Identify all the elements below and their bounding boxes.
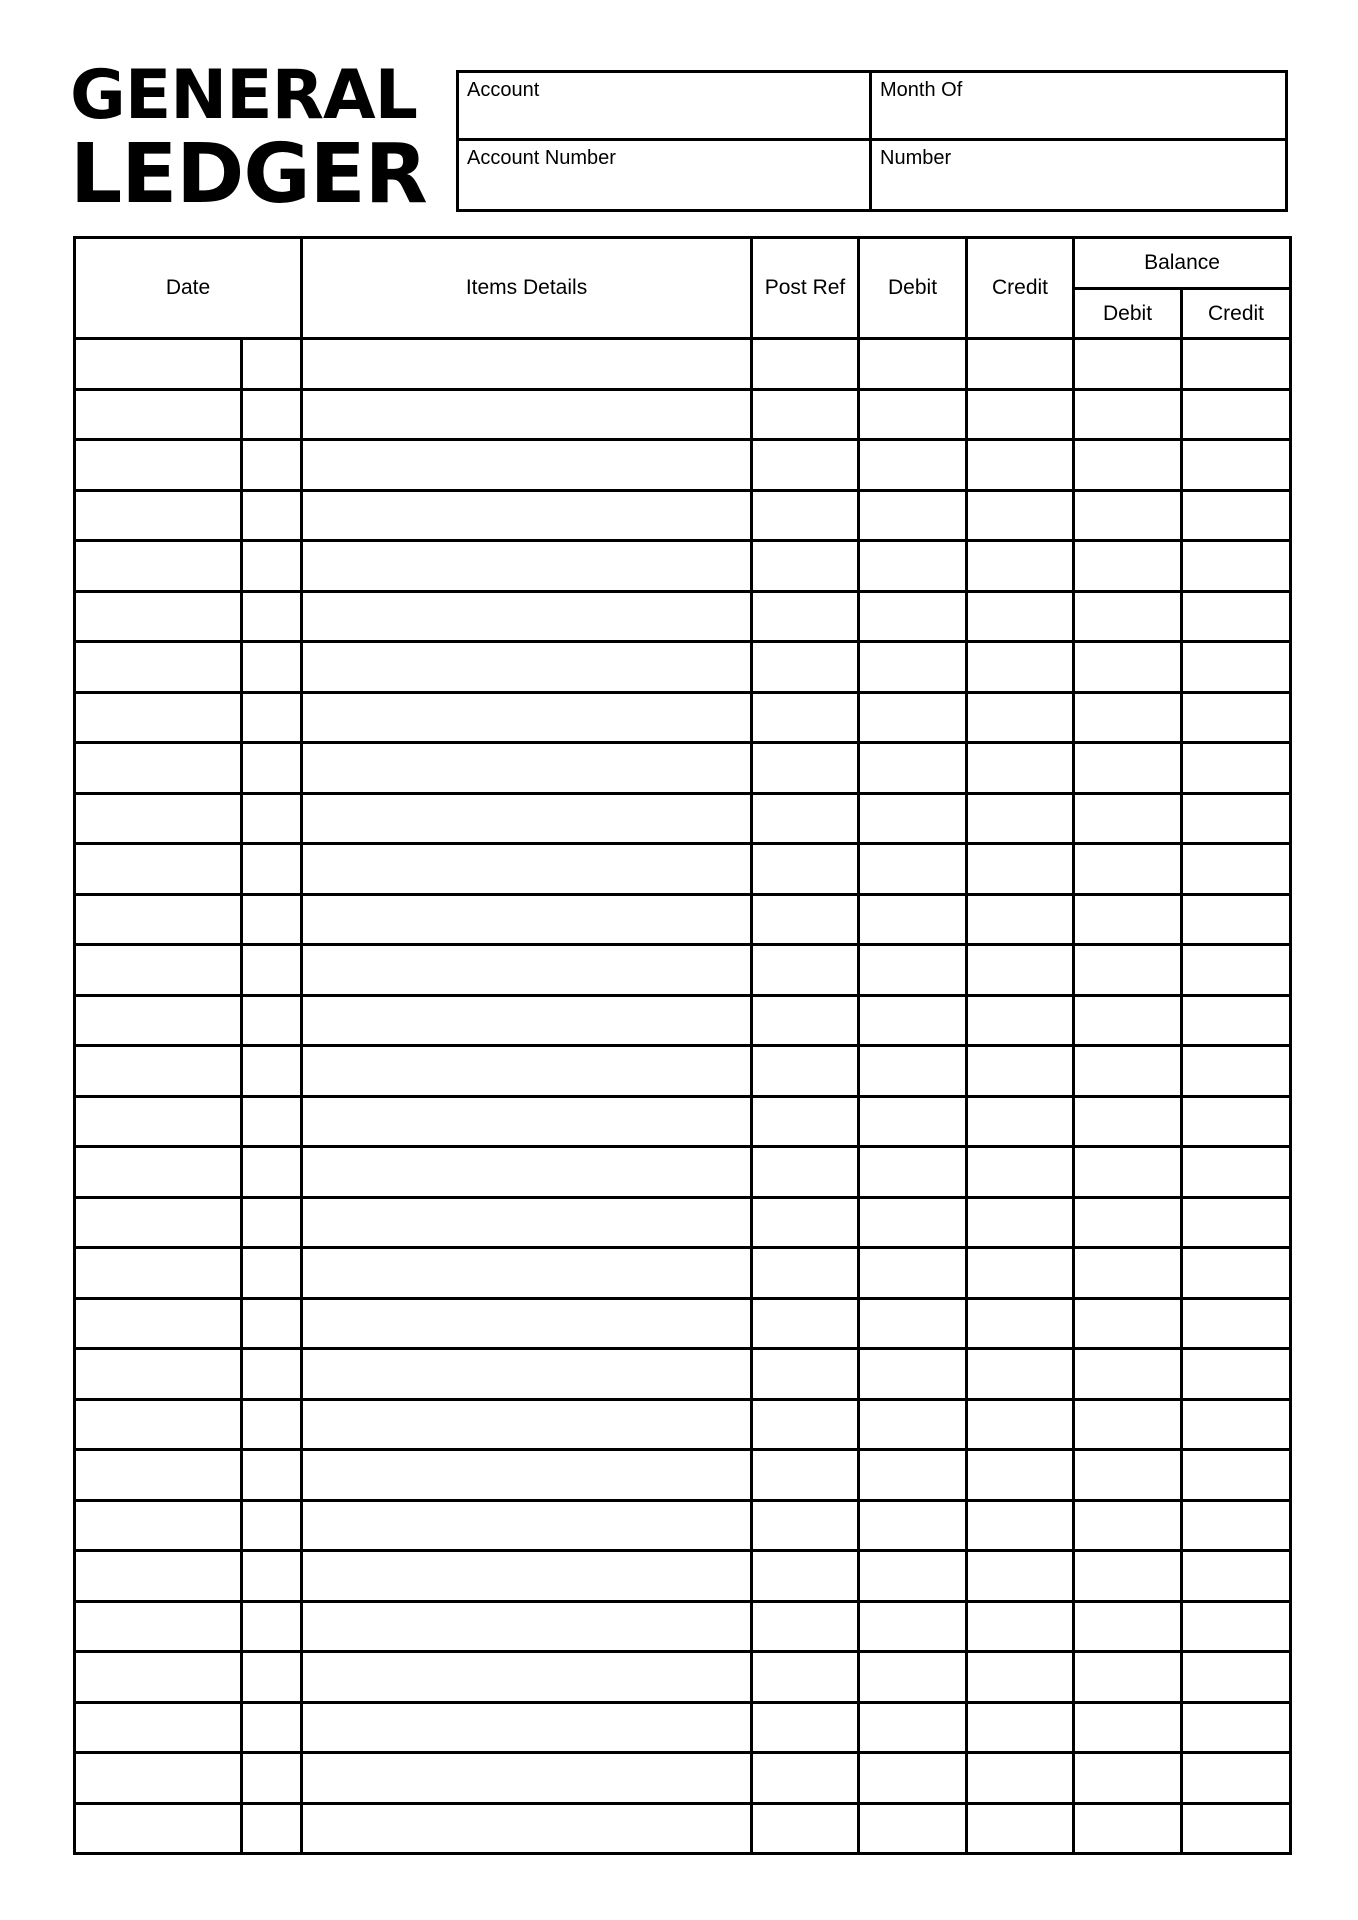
items-details-cell[interactable]: [302, 389, 752, 440]
table-row: [75, 1702, 1291, 1753]
balance-debit-cell[interactable]: [1074, 1652, 1182, 1703]
post-ref-cell[interactable]: [752, 339, 859, 390]
debit-cell[interactable]: [859, 440, 967, 491]
balance-debit-cell[interactable]: [1074, 793, 1182, 844]
balance-debit-cell[interactable]: [1074, 1803, 1182, 1854]
balance-debit-cell[interactable]: [1074, 1147, 1182, 1198]
credit-header: Credit: [967, 238, 1074, 339]
date-month-cell[interactable]: [75, 1349, 242, 1400]
items-details-cell[interactable]: [302, 1096, 752, 1147]
balance-debit-cell[interactable]: [1074, 1349, 1182, 1400]
table-row: [75, 389, 1291, 440]
debit-cell[interactable]: [859, 1248, 967, 1299]
date-month-cell[interactable]: [75, 1753, 242, 1804]
balance-debit-cell[interactable]: [1074, 1248, 1182, 1299]
debit-cell[interactable]: [859, 339, 967, 390]
date-month-cell[interactable]: [75, 1551, 242, 1602]
table-row: [75, 1248, 1291, 1299]
balance-debit-cell[interactable]: [1074, 490, 1182, 541]
credit-cell[interactable]: [967, 339, 1074, 390]
debit-cell[interactable]: [859, 389, 967, 440]
date-day-cell[interactable]: [242, 490, 302, 541]
debit-cell[interactable]: [859, 1147, 967, 1198]
balance-credit-cell[interactable]: [1182, 1046, 1291, 1097]
table-row: [75, 490, 1291, 541]
balance-debit-header: Debit: [1074, 289, 1182, 339]
balance-credit-cell[interactable]: [1182, 1500, 1291, 1551]
balance-debit-cell[interactable]: [1074, 1500, 1182, 1551]
post-ref-cell[interactable]: [752, 743, 859, 794]
post-ref-cell[interactable]: [752, 389, 859, 440]
post-ref-cell[interactable]: [752, 1248, 859, 1299]
items-details-cell[interactable]: [302, 743, 752, 794]
balance-credit-header: Credit: [1182, 289, 1291, 339]
balance-header: Balance: [1074, 238, 1291, 289]
account-label: Account: [467, 79, 540, 101]
balance-credit-cell[interactable]: [1182, 1349, 1291, 1400]
date-month-cell[interactable]: [75, 1248, 242, 1299]
date-day-cell[interactable]: [242, 1147, 302, 1198]
balance-credit-cell[interactable]: [1182, 692, 1291, 743]
debit-cell[interactable]: [859, 1753, 967, 1804]
date-day-cell[interactable]: [242, 1046, 302, 1097]
debit-cell[interactable]: [859, 995, 967, 1046]
balance-credit-cell[interactable]: [1182, 743, 1291, 794]
table-row: [75, 1349, 1291, 1400]
post-ref-cell[interactable]: [752, 642, 859, 693]
balance-credit-cell[interactable]: [1182, 1601, 1291, 1652]
table-row: [75, 995, 1291, 1046]
debit-cell[interactable]: [859, 1298, 967, 1349]
date-day-cell[interactable]: [242, 894, 302, 945]
date-day-cell[interactable]: [242, 1652, 302, 1703]
date-month-cell[interactable]: [75, 1500, 242, 1551]
date-month-cell[interactable]: [75, 894, 242, 945]
debit-cell[interactable]: [859, 945, 967, 996]
date-day-cell[interactable]: [242, 793, 302, 844]
balance-credit-cell[interactable]: [1182, 642, 1291, 693]
ledger-body: [75, 339, 1291, 1854]
date-day-cell[interactable]: [242, 995, 302, 1046]
number-label: Number: [880, 147, 952, 169]
balance-debit-cell[interactable]: [1074, 692, 1182, 743]
date-day-cell[interactable]: [242, 1500, 302, 1551]
items-details-cell[interactable]: [302, 793, 752, 844]
month-of-label: Month Of: [880, 79, 963, 101]
date-month-cell[interactable]: [75, 1652, 242, 1703]
debit-cell[interactable]: [859, 1500, 967, 1551]
balance-debit-cell[interactable]: [1074, 591, 1182, 642]
date-day-cell[interactable]: [242, 440, 302, 491]
table-row: [75, 1096, 1291, 1147]
balance-credit-cell[interactable]: [1182, 1147, 1291, 1198]
items-details-cell[interactable]: [302, 894, 752, 945]
balance-debit-cell[interactable]: [1074, 945, 1182, 996]
date-month-cell[interactable]: [75, 1197, 242, 1248]
items-details-cell[interactable]: [302, 1803, 752, 1854]
credit-cell[interactable]: [967, 1096, 1074, 1147]
table-row: [75, 541, 1291, 592]
balance-credit-cell[interactable]: [1182, 339, 1291, 390]
balance-credit-cell[interactable]: [1182, 1803, 1291, 1854]
account-number-field[interactable]: [459, 141, 872, 209]
debit-cell[interactable]: [859, 541, 967, 592]
balance-credit-cell[interactable]: [1182, 490, 1291, 541]
items-details-cell[interactable]: [302, 1046, 752, 1097]
date-day-cell[interactable]: [242, 1753, 302, 1804]
table-row: [75, 793, 1291, 844]
credit-cell[interactable]: [967, 389, 1074, 440]
balance-debit-cell[interactable]: [1074, 894, 1182, 945]
balance-credit-cell[interactable]: [1182, 541, 1291, 592]
debit-cell[interactable]: [859, 793, 967, 844]
balance-debit-cell[interactable]: [1074, 844, 1182, 895]
date-month-cell[interactable]: [75, 591, 242, 642]
items-details-cell[interactable]: [302, 995, 752, 1046]
date-month-cell[interactable]: [75, 844, 242, 895]
number-field[interactable]: [872, 141, 1285, 209]
balance-debit-cell[interactable]: [1074, 1702, 1182, 1753]
date-month-cell[interactable]: [75, 1298, 242, 1349]
items-details-cell[interactable]: [302, 1652, 752, 1703]
debit-cell[interactable]: [859, 642, 967, 693]
post-ref-cell[interactable]: [752, 440, 859, 491]
post-ref-cell[interactable]: [752, 1753, 859, 1804]
balance-credit-cell[interactable]: [1182, 793, 1291, 844]
table-row: [75, 1803, 1291, 1854]
date-day-cell[interactable]: [242, 339, 302, 390]
items-details-cell[interactable]: [302, 1702, 752, 1753]
table-row: [75, 642, 1291, 693]
credit-cell[interactable]: [967, 1702, 1074, 1753]
debit-cell[interactable]: [859, 1803, 967, 1854]
table-row: [75, 591, 1291, 642]
items-details-cell[interactable]: [302, 339, 752, 390]
credit-cell[interactable]: [967, 1753, 1074, 1804]
table-row: [75, 1450, 1291, 1501]
balance-credit-cell[interactable]: [1182, 1197, 1291, 1248]
items-details-cell[interactable]: [302, 945, 752, 996]
table-row: [75, 1500, 1291, 1551]
balance-credit-cell[interactable]: [1182, 1551, 1291, 1602]
date-day-cell[interactable]: [242, 1551, 302, 1602]
date-month-cell[interactable]: [75, 389, 242, 440]
date-month-cell[interactable]: [75, 490, 242, 541]
balance-credit-cell[interactable]: [1182, 1702, 1291, 1753]
credit-cell[interactable]: [967, 642, 1074, 693]
table-row: [75, 440, 1291, 491]
balance-debit-cell[interactable]: [1074, 1046, 1182, 1097]
debit-cell[interactable]: [859, 743, 967, 794]
date-day-cell[interactable]: [242, 1399, 302, 1450]
debit-header: Debit: [859, 238, 967, 339]
debit-cell[interactable]: [859, 1601, 967, 1652]
items-details-cell[interactable]: [302, 1248, 752, 1299]
table-row: [75, 339, 1291, 390]
balance-credit-cell[interactable]: [1182, 1096, 1291, 1147]
balance-credit-cell[interactable]: [1182, 389, 1291, 440]
balance-credit-cell[interactable]: [1182, 440, 1291, 491]
items-details-cell[interactable]: [302, 591, 752, 642]
balance-debit-cell[interactable]: [1074, 1601, 1182, 1652]
debit-cell[interactable]: [859, 1046, 967, 1097]
credit-cell[interactable]: [967, 541, 1074, 592]
credit-cell[interactable]: [967, 1197, 1074, 1248]
debit-cell[interactable]: [859, 894, 967, 945]
balance-credit-cell[interactable]: [1182, 1298, 1291, 1349]
items-details-header: Items Details: [302, 238, 752, 339]
date-day-cell[interactable]: [242, 1197, 302, 1248]
table-row: [75, 743, 1291, 794]
balance-debit-cell[interactable]: [1074, 1753, 1182, 1804]
items-details-cell[interactable]: [302, 1753, 752, 1804]
balance-credit-cell[interactable]: [1182, 591, 1291, 642]
post-ref-cell[interactable]: [752, 1652, 859, 1703]
post-ref-cell[interactable]: [752, 1803, 859, 1854]
credit-cell[interactable]: [967, 1399, 1074, 1450]
page-title: [70, 56, 430, 222]
debit-cell[interactable]: [859, 692, 967, 743]
items-details-cell[interactable]: [302, 844, 752, 895]
account-info-box: [456, 70, 1288, 212]
date-day-cell[interactable]: [242, 591, 302, 642]
debit-cell[interactable]: [859, 1652, 967, 1703]
table-row: [75, 844, 1291, 895]
date-month-cell[interactable]: [75, 793, 242, 844]
account-number-label: Account Number: [467, 147, 616, 169]
date-month-cell[interactable]: [75, 1702, 242, 1753]
post-ref-cell[interactable]: [752, 793, 859, 844]
post-ref-cell[interactable]: [752, 541, 859, 592]
items-details-cell[interactable]: [302, 1197, 752, 1248]
date-day-cell[interactable]: [242, 642, 302, 693]
date-month-cell[interactable]: [75, 743, 242, 794]
post-ref-cell[interactable]: [752, 1500, 859, 1551]
items-details-cell[interactable]: [302, 692, 752, 743]
post-ref-cell[interactable]: [752, 692, 859, 743]
balance-debit-cell[interactable]: [1074, 1399, 1182, 1450]
date-day-cell[interactable]: [242, 692, 302, 743]
items-details-cell[interactable]: [302, 642, 752, 693]
table-row: [75, 894, 1291, 945]
balance-debit-cell[interactable]: [1074, 1298, 1182, 1349]
balance-debit-cell[interactable]: [1074, 1197, 1182, 1248]
balance-credit-cell[interactable]: [1182, 1652, 1291, 1703]
date-month-cell[interactable]: [75, 541, 242, 592]
debit-cell[interactable]: [859, 1450, 967, 1501]
balance-debit-cell[interactable]: [1074, 1096, 1182, 1147]
table-row: [75, 945, 1291, 996]
debit-cell[interactable]: [859, 490, 967, 541]
table-row: [75, 1147, 1291, 1198]
date-header: Date: [75, 238, 302, 339]
balance-credit-cell[interactable]: [1182, 945, 1291, 996]
date-day-cell[interactable]: [242, 1450, 302, 1501]
date-day-cell[interactable]: [242, 1248, 302, 1299]
date-month-cell[interactable]: [75, 945, 242, 996]
credit-cell[interactable]: [967, 995, 1074, 1046]
items-details-cell[interactable]: [302, 1551, 752, 1602]
post-ref-cell[interactable]: [752, 1601, 859, 1652]
ledger-table: [73, 236, 1292, 1855]
credit-cell[interactable]: [967, 1248, 1074, 1299]
credit-cell[interactable]: [967, 1803, 1074, 1854]
debit-cell[interactable]: [859, 1096, 967, 1147]
date-month-cell[interactable]: [75, 995, 242, 1046]
items-details-cell[interactable]: [302, 1147, 752, 1198]
credit-cell[interactable]: [967, 793, 1074, 844]
items-details-cell[interactable]: [302, 1450, 752, 1501]
date-day-cell[interactable]: [242, 743, 302, 794]
post-ref-cell[interactable]: [752, 995, 859, 1046]
items-details-cell[interactable]: [302, 440, 752, 491]
table-row: [75, 1551, 1291, 1602]
date-day-cell[interactable]: [242, 1601, 302, 1652]
date-month-cell[interactable]: [75, 1803, 242, 1854]
table-row: [75, 1753, 1291, 1804]
items-details-cell[interactable]: [302, 1298, 752, 1349]
credit-cell[interactable]: [967, 1046, 1074, 1097]
post-ref-cell[interactable]: [752, 1399, 859, 1450]
credit-cell[interactable]: [967, 1652, 1074, 1703]
post-ref-cell[interactable]: [752, 844, 859, 895]
table-row: [75, 1197, 1291, 1248]
post-ref-cell[interactable]: [752, 1450, 859, 1501]
table-row: [75, 692, 1291, 743]
table-row: [75, 1298, 1291, 1349]
post-ref-cell[interactable]: [752, 1046, 859, 1097]
credit-cell[interactable]: [967, 743, 1074, 794]
date-month-cell[interactable]: [75, 1147, 242, 1198]
table-row: [75, 1601, 1291, 1652]
post-ref-cell[interactable]: [752, 1197, 859, 1248]
debit-cell[interactable]: [859, 1702, 967, 1753]
post-ref-cell[interactable]: [752, 1147, 859, 1198]
credit-cell[interactable]: [967, 844, 1074, 895]
post-ref-cell[interactable]: [752, 1096, 859, 1147]
balance-debit-cell[interactable]: [1074, 642, 1182, 693]
balance-credit-cell[interactable]: [1182, 894, 1291, 945]
title-line-general: GENERAL: [70, 56, 417, 135]
balance-debit-cell[interactable]: [1074, 541, 1182, 592]
date-month-cell[interactable]: [75, 1450, 242, 1501]
items-details-cell[interactable]: [302, 1399, 752, 1450]
credit-cell[interactable]: [967, 1450, 1074, 1501]
date-day-cell[interactable]: [242, 1096, 302, 1147]
table-row: [75, 1046, 1291, 1097]
post-ref-cell[interactable]: [752, 894, 859, 945]
debit-cell[interactable]: [859, 1197, 967, 1248]
account-field[interactable]: [459, 73, 872, 141]
date-month-cell[interactable]: [75, 642, 242, 693]
debit-cell[interactable]: [859, 1551, 967, 1602]
balance-debit-cell[interactable]: [1074, 1450, 1182, 1501]
credit-cell[interactable]: [967, 1551, 1074, 1602]
date-day-cell[interactable]: [242, 945, 302, 996]
post-ref-cell[interactable]: [752, 591, 859, 642]
credit-cell[interactable]: [967, 1500, 1074, 1551]
balance-debit-cell[interactable]: [1074, 440, 1182, 491]
date-month-cell[interactable]: [75, 440, 242, 491]
balance-debit-cell[interactable]: [1074, 389, 1182, 440]
month-of-field[interactable]: [872, 73, 1285, 141]
items-details-cell[interactable]: [302, 541, 752, 592]
date-day-cell[interactable]: [242, 1702, 302, 1753]
items-details-cell[interactable]: [302, 1349, 752, 1400]
table-row: [75, 1399, 1291, 1450]
credit-cell[interactable]: [967, 1601, 1074, 1652]
credit-cell[interactable]: [967, 1298, 1074, 1349]
debit-cell[interactable]: [859, 844, 967, 895]
balance-credit-cell[interactable]: [1182, 1753, 1291, 1804]
balance-credit-cell[interactable]: [1182, 995, 1291, 1046]
credit-cell[interactable]: [967, 692, 1074, 743]
items-details-cell[interactable]: [302, 1500, 752, 1551]
date-day-cell[interactable]: [242, 844, 302, 895]
post-ref-cell[interactable]: [752, 490, 859, 541]
post-ref-header: Post Ref: [752, 238, 859, 339]
balance-credit-cell[interactable]: [1182, 1248, 1291, 1299]
balance-debit-cell[interactable]: [1074, 995, 1182, 1046]
date-day-cell[interactable]: [242, 1803, 302, 1854]
date-month-cell[interactable]: [75, 1046, 242, 1097]
balance-credit-cell[interactable]: [1182, 844, 1291, 895]
date-day-cell[interactable]: [242, 1298, 302, 1349]
date-month-cell[interactable]: [75, 1601, 242, 1652]
post-ref-cell[interactable]: [752, 945, 859, 996]
items-details-cell[interactable]: [302, 490, 752, 541]
debit-cell[interactable]: [859, 1399, 967, 1450]
credit-cell[interactable]: [967, 591, 1074, 642]
balance-debit-cell[interactable]: [1074, 743, 1182, 794]
post-ref-cell[interactable]: [752, 1349, 859, 1400]
credit-cell[interactable]: [967, 1147, 1074, 1198]
credit-cell[interactable]: [967, 945, 1074, 996]
balance-credit-cell[interactable]: [1182, 1399, 1291, 1450]
table-row: [75, 1652, 1291, 1703]
date-day-cell[interactable]: [242, 541, 302, 592]
date-month-cell[interactable]: [75, 1096, 242, 1147]
date-day-cell[interactable]: [242, 389, 302, 440]
credit-cell[interactable]: [967, 894, 1074, 945]
balance-debit-cell[interactable]: [1074, 339, 1182, 390]
credit-cell[interactable]: [967, 490, 1074, 541]
date-day-cell[interactable]: [242, 1349, 302, 1400]
credit-cell[interactable]: [967, 1349, 1074, 1400]
credit-cell[interactable]: [967, 440, 1074, 491]
date-month-cell[interactable]: [75, 692, 242, 743]
post-ref-cell[interactable]: [752, 1702, 859, 1753]
items-details-cell[interactable]: [302, 1601, 752, 1652]
post-ref-cell[interactable]: [752, 1298, 859, 1349]
balance-debit-cell[interactable]: [1074, 1551, 1182, 1602]
balance-credit-cell[interactable]: [1182, 1450, 1291, 1501]
title-line-ledger: LEDGER: [70, 127, 427, 222]
date-month-cell[interactable]: [75, 1399, 242, 1450]
debit-cell[interactable]: [859, 591, 967, 642]
post-ref-cell[interactable]: [752, 1551, 859, 1602]
date-month-cell[interactable]: [75, 339, 242, 390]
debit-cell[interactable]: [859, 1349, 967, 1400]
